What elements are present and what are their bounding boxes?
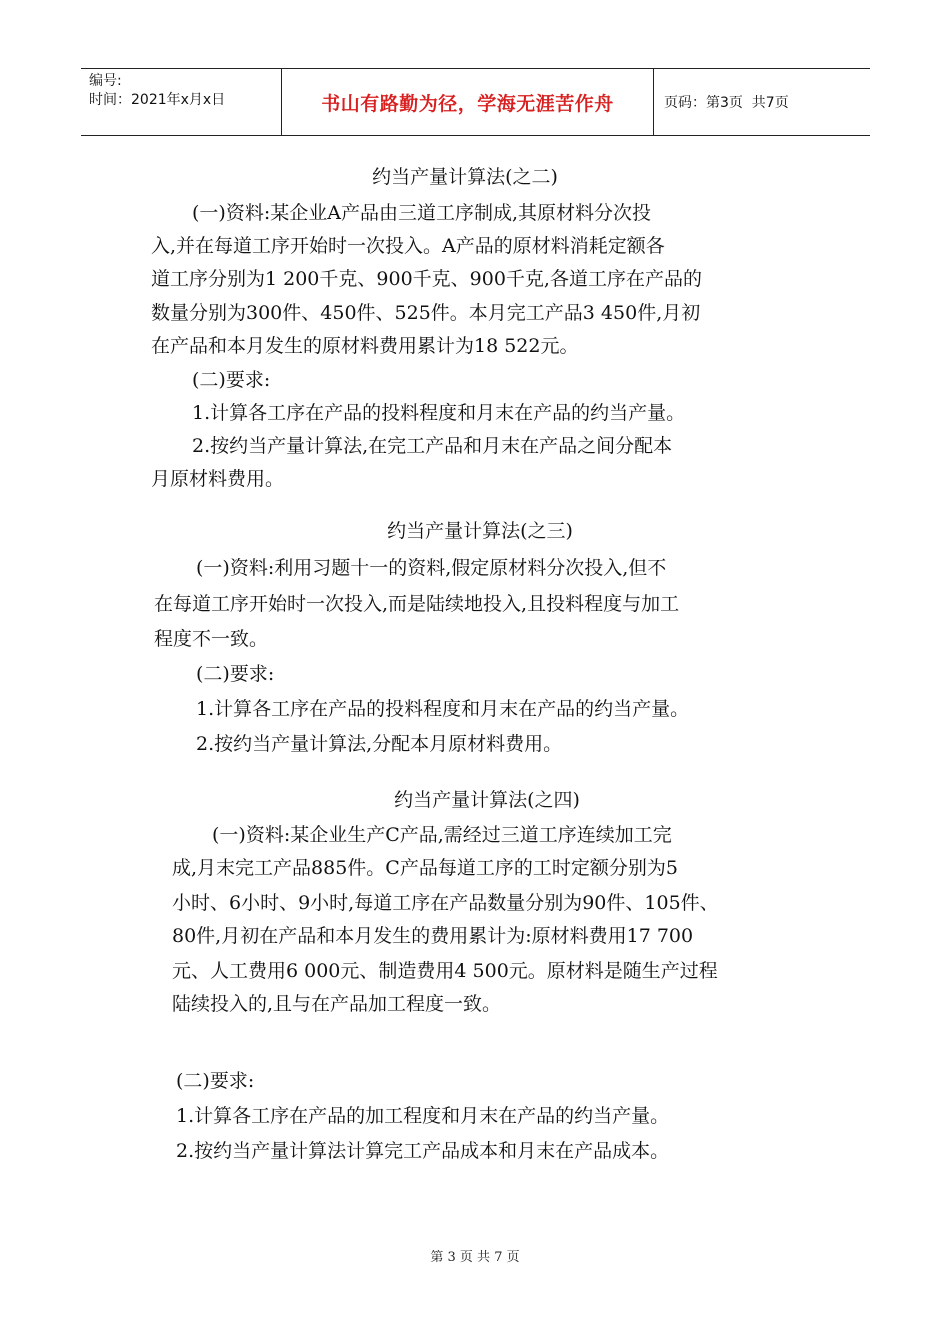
section-title: 约当产量计算法(之四) <box>394 789 580 811</box>
requirement-item: 2.按约当产量计算法,分配本月原材料费用。 <box>196 733 563 755</box>
page-footer: 第 3 页 共 7 页 <box>430 1250 520 1265</box>
header-meta <box>81 69 282 135</box>
requirement-item: 2.按约当产量计算法,在完工产品和月末在产品之间分配本 <box>192 435 673 457</box>
code-label: 编号: <box>89 73 122 89</box>
paragraph-line: 程度不一致。 <box>154 628 269 650</box>
section-title: 约当产量计算法(之三) <box>387 520 573 542</box>
requirement-heading: (二)要求: <box>192 369 271 391</box>
requirement-item: 1.计算各工序在产品的投料程度和月末在产品的约当产量。 <box>192 402 686 424</box>
requirement-item: 2.按约当产量计算法计算完工产品成本和月末在产品成本。 <box>176 1140 670 1162</box>
requirement-heading: (二)要求: <box>176 1070 255 1092</box>
paragraph-line: 入,并在每道工序开始时一次投入。A产品的原材料消耗定额各 <box>151 235 665 257</box>
requirement-item: 1.计算各工序在产品的加工程度和月末在产品的约当产量。 <box>176 1105 670 1127</box>
paragraph-line: 小时、6小时、9小时,每道工序在产品数量分别为90件、105件、 <box>172 892 719 914</box>
paragraph-line: 成,月末完工产品885件。C产品每道工序的工时定额分别为5 <box>172 857 678 879</box>
requirement-item: 1.计算各工序在产品的投料程度和月末在产品的约当产量。 <box>196 698 690 720</box>
paragraph-line: 80件,月初在产品和本月发生的费用累计为:原材料费用17 700 <box>172 925 694 947</box>
paragraph-line: 在每道工序开始时一次投入,而是陆续地投入,且投料程度与加工 <box>154 593 680 615</box>
requirement-heading: (二)要求: <box>196 663 275 685</box>
paragraph-line: (一)资料:利用习题十一的资料,假定原材料分次投入,但不 <box>196 557 667 579</box>
paragraph-line: (一)资料:某企业A产品由三道工序制成,其原材料分次投 <box>192 202 651 224</box>
date-label: 时间：2021年x月x日 <box>89 92 226 108</box>
paragraph-line: 数量分别为300件、450件、525件。本月完工产品3 450件,月初 <box>151 302 701 324</box>
header-page <box>654 69 870 135</box>
paragraph-line: 道工序分别为1 200千克、900千克、900千克,各道工序在产品的 <box>151 268 702 290</box>
paragraph-line: 陆续投入的,且与在产品加工程度一致。 <box>172 993 502 1015</box>
paragraph-line: (一)资料:某企业生产C产品,需经过三道工序连续加工完 <box>212 824 672 846</box>
page-label: 页码：第3页 共7页 <box>664 95 789 111</box>
paragraph-line: 月原材料费用。 <box>151 468 285 490</box>
paragraph-line: 元、人工费用6 000元、制造费用4 500元。原材料是随生产过程 <box>172 960 718 982</box>
section-title: 约当产量计算法(之二) <box>372 166 558 188</box>
header-table <box>81 68 870 136</box>
paragraph-line: 在产品和本月发生的原材料费用累计为18 522元。 <box>151 335 579 357</box>
motto: 书山有路勤为径，学海无涯苦作舟 <box>282 69 654 135</box>
